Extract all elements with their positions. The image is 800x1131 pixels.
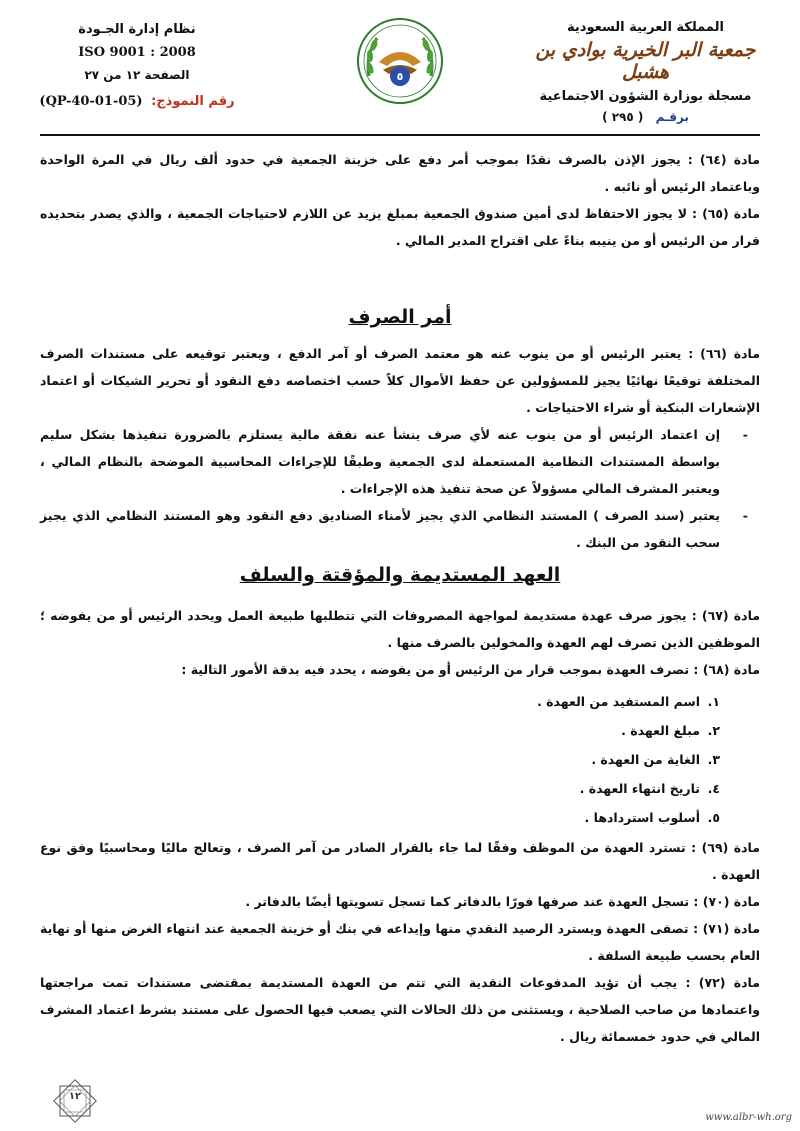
letterhead [0, 0, 800, 140]
website-url: www.albr-wh.org [705, 1112, 792, 1123]
list-number: ٣. [707, 752, 720, 767]
kingdom-name: المملكة العربية السعودية [567, 20, 724, 35]
bullet-text: إن اعتماد الرئيس أو من ينوب عنه لأي صرف ينشأ عنه نفقة مالية يستلزم بالضرورة تنفيذها بشكل سليم بواسطة المستندات النظامية المستعملة لدى الجمعية وطبقًا للإجراءات المحاسبية الموضحة بالنظام المالي ، ويعتبر المشرف المالي مسؤولاً عن صحة تنفيذ هذه الإجراءات . [40, 427, 720, 496]
page-number: ١٢ [68, 1091, 82, 1102]
list-number: ٥. [707, 810, 720, 825]
list-text: مبلغ العهدة . [621, 723, 700, 738]
quality-system: نظام إدارة الجـودة [78, 22, 196, 37]
form-number-value: (QP-40-01-05) [39, 94, 143, 109]
bullet-text: يعتبر (سند الصرف ) المستند النظامي الذي يجيز لأمناء الصناديق دفع النقود وهو المستند النظامي الذي يجيز سحب النقود من البنك . [40, 508, 720, 550]
list-number: ٤. [707, 781, 720, 796]
heading-custody: العهد المستديمة والمؤقتة والسلف [239, 564, 561, 586]
bullet-item [40, 502, 760, 556]
article-65: مادة (٦٥) : لا يجوز الاحتفاظ لدى أمين صندوق الجمعية بمبلغ يزيد عن اللازم لاحتياجات الجمعية ، والذي يصدر بتحديده قرار من الرئيس أو من ينيبه بناءً على اقتراح المدير المالي . [40, 206, 760, 248]
list-item [40, 716, 760, 745]
registration-number-value: ( ٢٩٥ ) [602, 110, 644, 124]
article-68: مادة (٦٨) : تصرف العهدة بموجب قرار من الرئيس أو من يفوضه ، يحدد فيه بدقة الأمور التالية : [181, 662, 760, 677]
registration-number [523, 110, 768, 124]
society-name: جمعية البر الخيرية بوادي بن هشبل [535, 39, 756, 83]
article-69: مادة (٦٩) : تسترد العهدة من الموظف وفقًا لما جاء بالقرار الصادر من آمر الصرف ، وتعالج ماليًا ومحاسبيًا وفق نوع العهدة . [40, 840, 760, 882]
organization-block [523, 20, 768, 124]
article-70: مادة (٧٠) : تسجل العهدة عند صرفها فورًا بالدفاتر كما تسجل تسويتها أيضًا بالدفاتر . [245, 894, 760, 909]
bullet-dash: - [742, 427, 748, 442]
list-item [40, 803, 760, 832]
form-number-label: رقم النموذج: [151, 94, 235, 109]
page-number-badge [50, 1076, 100, 1126]
quality-block [32, 22, 242, 109]
list-text: اسم المستفيد من العهدة . [537, 694, 700, 709]
list-text: أسلوب استردادها . [584, 810, 700, 825]
bullet-dash: - [742, 508, 748, 523]
document-body [40, 146, 760, 1050]
article-64: مادة (٦٤) : يجوز الإذن بالصرف نقدًا بموجب أمر دفع على خزينة الجمعية في حدود ألف ريال في المرة الواحدة وباعتماد الرئيس أو نائبه . [40, 152, 760, 194]
society-logo-icon [355, 16, 445, 106]
list-number: ١. [707, 694, 720, 709]
bullet-item [40, 421, 760, 502]
heading-payment-order: أمر الصرف [348, 306, 452, 328]
form-number [32, 94, 242, 109]
list-text: تاريخ انتهاء العهدة . [579, 781, 700, 796]
list-text: الغاية من العهدة . [591, 752, 700, 767]
page-count: الصفحة ١٢ من ٢٧ [84, 68, 190, 82]
article-71: مادة (٧١) : تصفى العهدة ويسترد الرصيد النقدي منها وإيداعه في بنك أو خزينة الجمعية عند انتهاء الغرض منها أو نهاية العام بحسب طبيعة السلفة . [40, 921, 760, 963]
article-72: مادة (٧٢) : يجب أن تؤيد المدفوعات النقدية التي تتم من العهدة المستديمة بمقتضى مستندات تمت مراجعتها واعتمادها من صاحب الصلاحية ، ويستثنى من ذلك الحالات التي يصعب فيها الحصول على مستند بشرط اعتماد المشرف المالي في حدود خمسمائة ريال . [40, 975, 760, 1044]
registration-number-label: برقـم [655, 110, 689, 124]
header-divider [40, 134, 760, 136]
article-66: مادة (٦٦) : يعتبر الرئيس أو من ينوب عنه هو معتمد الصرف أو آمر الدفع ، ويعتبر توقيعه على مستندات الصرف المختلفة توقيعًا نهائيًا يجيز للمسؤولين عن حفظ الأموال كلاً حسب اختصاصه دفع النقود أو تحرير الشيكات أو اعتماد الإشعارات البنكية أو شراء الاحتياجات . [40, 346, 760, 415]
article-67: مادة (٦٧) : يجوز صرف عهدة مستديمة لمواجهة المصروفات التي تتطلبها طبيعة العمل ويحدد الرئيس أو من يفوضه ؛ الموظفين الذين تصرف لهم العهدة والمخولين بالصرف منها . [40, 608, 761, 650]
registration-text: مسجلة بوزارة الشؤون الاجتماعية [539, 89, 752, 104]
list-item [40, 774, 760, 803]
custody-requirements-list [40, 687, 760, 832]
iso-standard: ISO 9001 : 2008 [78, 45, 196, 60]
list-item [40, 687, 760, 716]
logo-number: ٥ [396, 70, 404, 83]
list-item [40, 745, 760, 774]
list-number: ٢. [707, 723, 720, 738]
